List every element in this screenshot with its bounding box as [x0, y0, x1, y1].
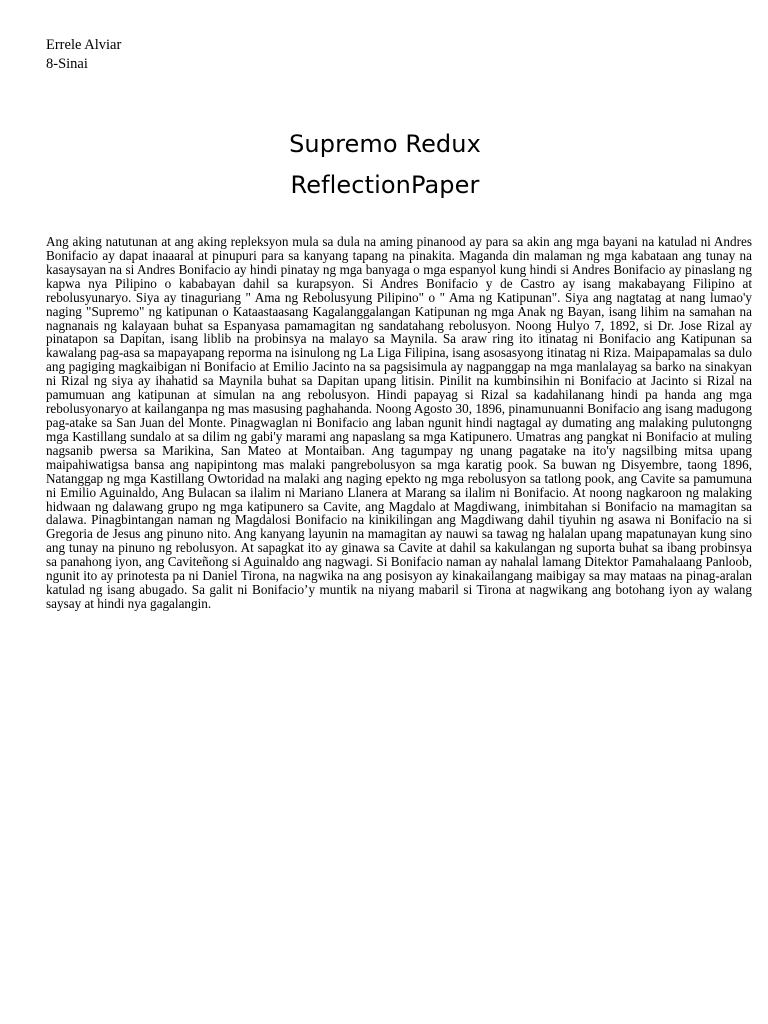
title-line-1: Supremo Redux	[289, 130, 481, 158]
author-name: Errele Alviar	[46, 37, 122, 53]
page-title	[0, 124, 768, 206]
author-header	[46, 36, 121, 74]
class-section: 8-Sinai	[46, 56, 88, 72]
title-line-2: ReflectionPaper	[290, 171, 480, 199]
reflection-paragraph: Ang aking natutunan at ang aking repleksyon mula sa dula na aming pinanood ay para sa akin ang mga bayani na katulad ni Andres Bonifacio ay dapat inaaaral at pinupuri para sa kanyang tapang na pinakita. Maganda din malaman ng mga kabataan ang tunay na kasaysayan na si Andres Bonifacio ay hindi pinatay ng mga banyaga o mga espanyol kung hindi si Andres Bonifacio ay pinaslang ng kapwa nya Pilipino o kababayan dahil sa kurapsyon. Si Andres Bonifacio y de Castro ay isang makabayang Filipino at rebolusyunaryo. Siya ay tinaguriang " Ama ng Rebolusyung Pilipino" o " Ama ng Katipunan". Siya ang nagtatag at nang lumao'y naging "Supremo" ng katipunan o Kataastaasang Kagalanggalangan Katipunan ng mga Anak ng Bayan, isang lihim na samahan na nagnanais ng kalayaan buhat sa Espanyasa pamamagitan ng sandatahang rebolusyon. Noong Hulyo 7, 1892, si Dr. Jose Rizal ay pinatapon sa Dapitan, isang liblib na probinsya na malayo sa Maynila. Sa araw ring ito itinatag ni Bonifacio ang Katipunan sa kawalang pag-asa sa mapayapang reporma na isinulong ng La Liga Filipina, isang asosasyong itinatag ni Riza. Maipapamalas sa dulo ang pagiging magkaibigan ni Bonifacio at Emilio Jacinto na sa pagsisimula ay nagpanggap na mga manlalayag sa barko na sinakyan ni Rizal ng siya ay ihahatid sa Maynila buhat sa Dapitan upang litisin. Pinilit na kumbinsihin ni Bonifacio at Jacinto si Rizal na pamumuan ang katipunan at simulan na ang rebolusyon. Hindi papayag si Rizal sa kadahilanang hindi pa handa ang mga rebolusyonaryo at kailanganpa ng mas masusing paghahanda. Noong Agosto 30, 1896, pinamunuanni Bonifacio ang isang madugong pag-atake sa San Juan del Monte. Pinagwaglan ni Bonifacio ang laban ngunit hindi nagtagal ay dumating ang malaking pulutongng mga Kastillang sundalo at sa dilim ng gabi'y marami ang napaslang sa mga Katipunero. Umatras ang pangkat ni Bonifacio at muling nagsanib pwersa sa Marikina, San Mateo at Montaiban. Ang tagumpay ng unang pagatake na ito'y nagsilbing mitsa upang maipahiwatigsa bansa ang napipintong mas malaki pangrebolusyon sa mga karatig pook. Sa buwan ng Disyembre, taong 1896, Natanggap ng mga Kastillang Owtoridad na malaki ang naging epekto ng mga rebolusyon sa tatlong pook, ang Cavite sa pamumuna ni Emilio Aguinaldo, Ang Bulacan sa ilalim ni Mariano Llanera at Marang sa ilalim ni Bonifacio. At noong nagkaroon ng malaking hidwaan ng dalawang grupo ng mga katipunero sa Cavite, ang Magdalo at Magdiwang, inimbitahan si Bonifacio na mamagitan sa dalawa. Pinagbintangan naman ng Magdalosi Bonifacio na kinikilingan ang Magdiwang dahil tiyuhin ng asawa ni Bonifacio na si Gregoria de Jesus ang pinuno nito. Ang kanyang layunin na mamagitan ay nauwi sa tawag ng halalan upang mapatunayan kung sino ang tunay na pinuno ng rebolusyon. At sapagkat ito ay ginawa sa Cavite at dahil sa kakulangan ng suporta buhat sa ibang probinsya sa panahong iyon, ang Caviteñong si Aguinaldo ang nagwagi. Si Bonifacio naman ay nahalal lamang Ditektor Pamahalaang Panloob, ngunit ito ay prinotesta pa ni Daniel Tirona, na nagwika na ang posisyon ay kinakailangang maibigay sa may mataas na pinag-aralan katulad ng isang abugado. Sa galit ni Bonifacio’y muntik na niyang mabaril si Tirona at nagwikang ang botohang iyon ay walang saysay at hindi nya gagalangin.	[46, 234, 752, 611]
